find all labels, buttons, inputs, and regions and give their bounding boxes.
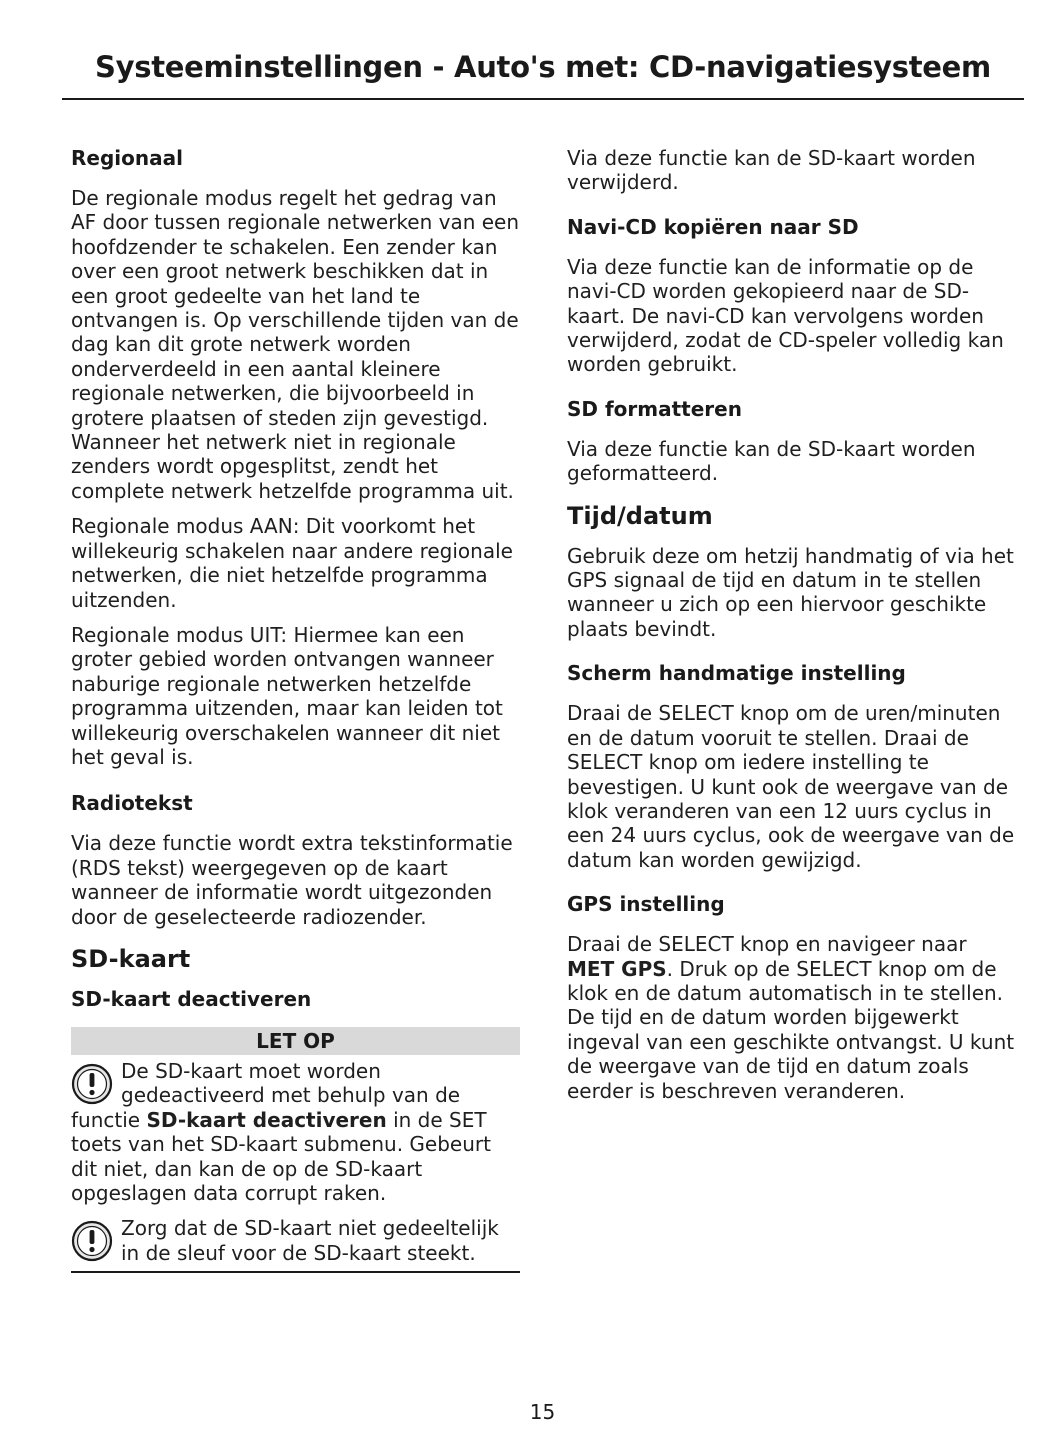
- gps-text-b: . Druk op de SELECT knop om de klok en de datum automatisch in te stellen. De tijd en de datum worden bijgewerkt ingeval van een geschikte ontvangst. U kunt de weergave van de tijd en datum zoals eerder is beschreven veranderen.: [567, 956, 1015, 1103]
- scherm-heading: Scherm handmatige instelling: [567, 661, 906, 686]
- caution-text-1a: De SD-kaart moet worden gedeactiveerd met behulp van de functie: [71, 1058, 461, 1132]
- tijd-datum-paragraph: Gebruik deze om hetzij handmatig of via het GPS signaal de tijd en datum in te stellen wanneer u zich op een hiervoor geschikte plaats bevindt.: [567, 543, 1014, 641]
- caution-header: LET OP: [71, 1027, 520, 1055]
- caution-end-divider: [71, 1271, 520, 1273]
- right-column: [567, 146, 1019, 1114]
- caution-exclamation-icon: [71, 1063, 113, 1105]
- formatteren-paragraph: Via deze functie kan de SD-kaart worden geformatteerd.: [567, 436, 976, 486]
- regionaal-paragraph-2: Regionale modus AAN: Dit voorkomt het willekeurig schakelen naar andere regionale netwerken, die niet hetzelfde programma uitzenden.: [71, 514, 513, 612]
- caution-exclamation-icon: [71, 1220, 113, 1262]
- deactiveren-heading: SD-kaart deactiveren: [71, 986, 312, 1011]
- left-column: [71, 146, 520, 1273]
- regionaal-paragraph-3: Regionale modus UIT: Hiermee kan een groter gebied worden ontvangen wanneer naburige regionale netwerken hetzelfde programma uitzenden, maar kan leiden tot willekeurig overschakelen wanneer dit niet het geval is.: [71, 622, 503, 769]
- page-number: 15: [529, 1400, 556, 1424]
- gps-text-bold: MET GPS: [567, 956, 667, 981]
- navicd-heading: Navi-CD kopiëren naar SD: [567, 214, 859, 239]
- caution-item-1: [71, 1059, 520, 1205]
- gps-heading: GPS instelling: [567, 892, 725, 917]
- caution-text-1b: in de SET toets van het SD-kaart submenu. Gebeurt dit niet, dan kan de op de SD-kaart opgeslagen data corrupt raken.: [71, 1107, 491, 1205]
- gps-text-a: Draai de SELECT knop en navigeer naar: [567, 932, 967, 957]
- tijd-datum-heading: Tijd/datum: [567, 501, 713, 530]
- caution-item-2: [71, 1216, 520, 1265]
- scherm-paragraph: Draai de SELECT knop om de uren/minuten en de datum vooruit te stellen. Draai de SELECT knop om iedere instelling te bevestigen. U kunt ook de weergave van de klok veranderen van een 12 uurs cyclus in een 24 uurs cyclus, ook de weergave van de datum kan worden gewijzigd.: [567, 701, 1015, 872]
- caution-box: [71, 1027, 520, 1273]
- formatteren-heading: SD formatteren: [567, 396, 742, 421]
- regionaal-heading: Regionaal: [71, 146, 183, 170]
- caution-text-2: Zorg dat de SD-kaart niet gedeeltelijk in de sleuf voor de SD-kaart steekt.: [121, 1216, 499, 1265]
- navicd-paragraph: Via deze functie kan de informatie op de navi-CD worden gekopieerd naar de SD-kaart. De navi-CD kan vervolgens worden verwijderd, zodat de CD-speler volledig kan worden gebruikt.: [567, 254, 1004, 377]
- page-title: Systeeminstellingen - Auto's met: CD-navigatiesysteem: [95, 50, 991, 84]
- deactiveren-paragraph: Via deze functie kan de SD-kaart worden verwijderd.: [567, 146, 976, 195]
- gps-paragraph: [567, 932, 1019, 1103]
- sdkaart-heading: SD-kaart: [71, 944, 191, 973]
- title-divider: [62, 98, 1024, 100]
- regionaal-paragraph-1: De regionale modus regelt het gedrag van AF door tussen regionale netwerken van een hoofdzender te schakelen. Een zender kan over een groot netwerk beschikken dat in een groot gedeelte van het land te ontvangen is. Op verschillende tijden van de dag kan dit grote netwerk worden onderverdeeld in een aantal kleinere regionale netwerken, die bijvoorbeeld in grotere plaatsen of steden zijn gevestigd. Wanneer het netwerk niet in regionale zenders wordt opgesplitst, zendt het complete netwerk hetzelfde programma uit.: [71, 186, 520, 503]
- caution-text-1-bold: SD-kaart deactiveren: [146, 1107, 387, 1132]
- radiotekst-paragraph: Via deze functie wordt extra tekstinformatie (RDS tekst) weergegeven op de kaart wanneer de informatie wordt uitgezonden door de geselecteerde radiozender.: [71, 831, 513, 929]
- radiotekst-heading: Radiotekst: [71, 791, 193, 816]
